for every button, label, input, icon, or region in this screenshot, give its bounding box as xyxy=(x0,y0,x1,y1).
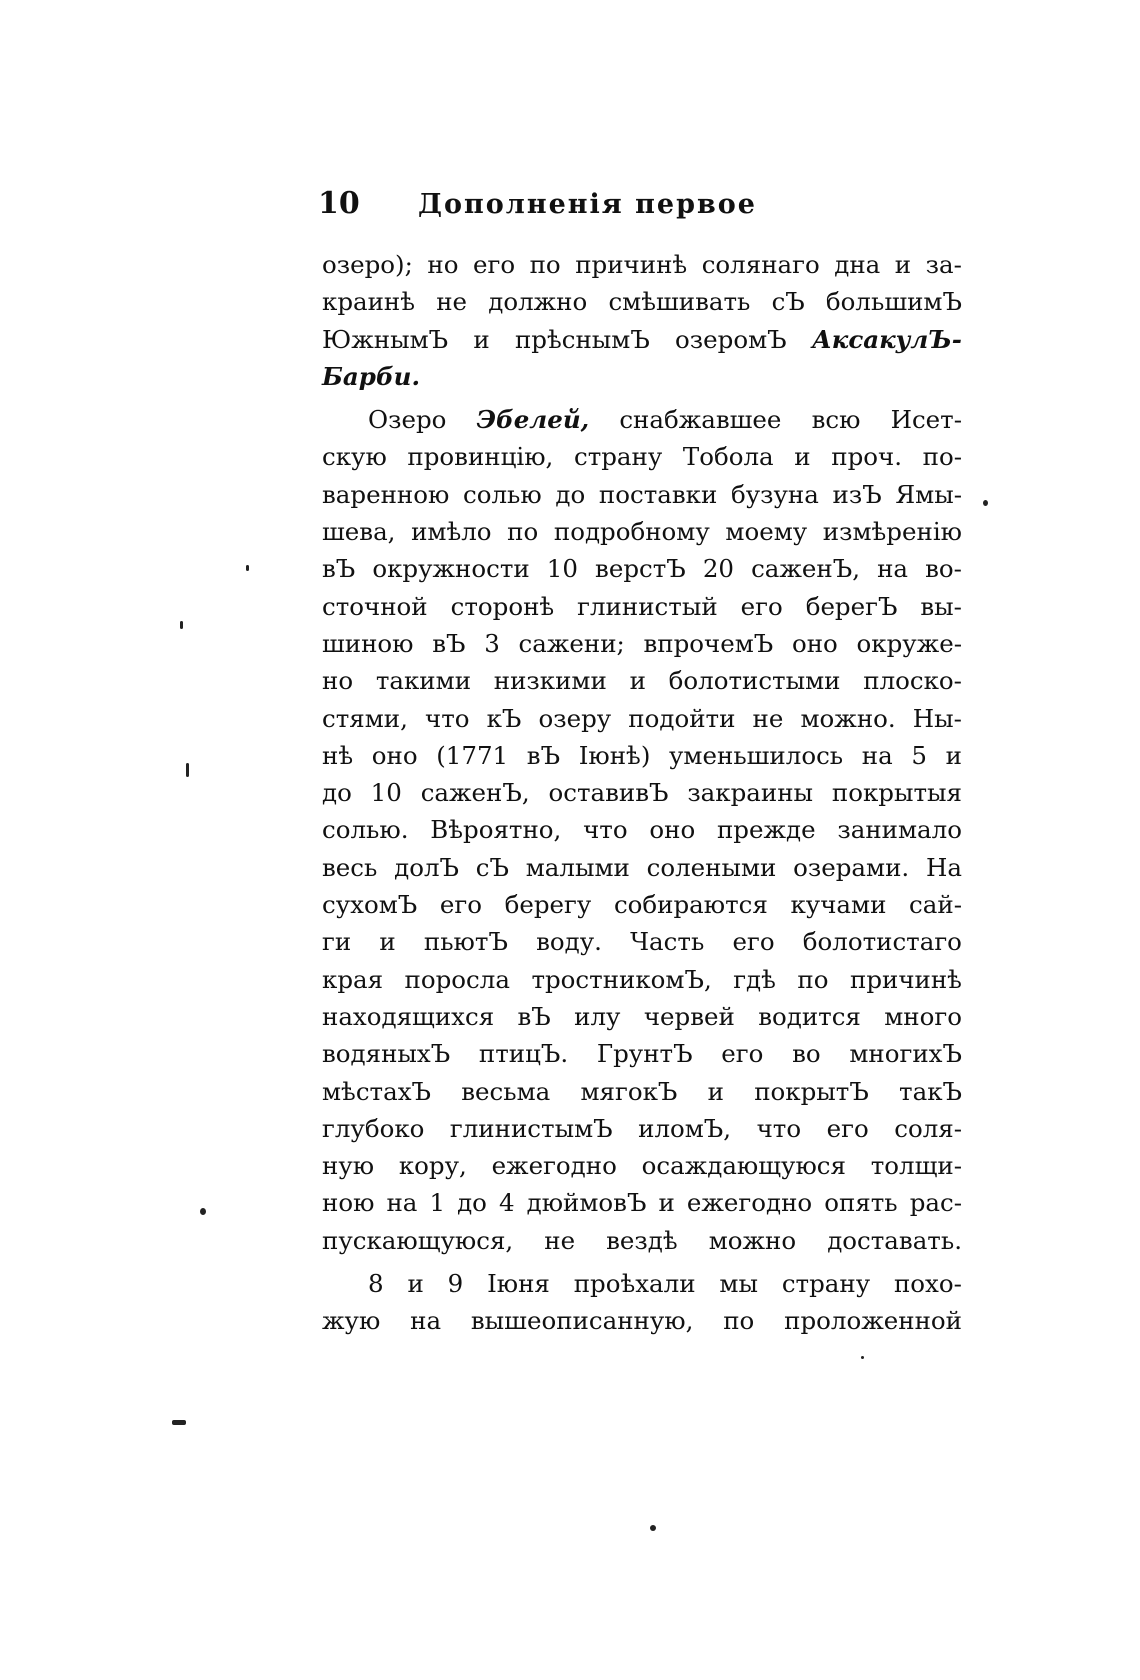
scan-speck xyxy=(983,500,988,506)
word: глинистымЪ xyxy=(449,1113,613,1143)
running-head: Дополненія первое xyxy=(418,189,757,220)
word: до xyxy=(322,778,352,808)
word: по xyxy=(507,517,539,547)
word: шева, xyxy=(322,517,396,547)
word: и xyxy=(658,1188,675,1218)
word: что xyxy=(425,703,470,733)
text-line xyxy=(322,662,962,699)
word: 4 xyxy=(498,1188,515,1218)
word: поставки xyxy=(598,479,718,509)
word: 3 xyxy=(484,628,500,658)
word: закраины xyxy=(687,778,814,808)
scan-speck xyxy=(650,1525,656,1531)
word: бузуна xyxy=(730,479,819,509)
word: не xyxy=(436,287,468,317)
word: можно. xyxy=(800,703,896,733)
word: воду. xyxy=(536,927,602,957)
word: снабжавшее xyxy=(619,405,782,435)
word: дна xyxy=(834,250,881,279)
word: (1771 xyxy=(436,740,509,770)
word: уменьшилось xyxy=(669,740,844,770)
word: 9 xyxy=(447,1269,464,1299)
text-line xyxy=(322,1147,962,1184)
text-line xyxy=(322,998,962,1035)
word: но xyxy=(322,666,354,696)
text-line xyxy=(322,811,962,848)
word: птицЪ. xyxy=(478,1039,569,1069)
word: гдѣ xyxy=(733,964,776,994)
word: по- xyxy=(922,442,962,472)
word: доставать. xyxy=(827,1225,962,1255)
word: водится xyxy=(758,1001,861,1031)
word: во- xyxy=(925,554,962,584)
word: собираются xyxy=(613,890,768,920)
word: прѣснымЪ xyxy=(514,324,650,354)
word: скую xyxy=(322,442,387,472)
text-line xyxy=(322,246,962,283)
word: поросла xyxy=(404,964,510,994)
text-line xyxy=(322,1302,962,1339)
word: такЪ xyxy=(899,1076,962,1106)
word: глубоко xyxy=(322,1113,425,1143)
word: много xyxy=(884,1001,962,1031)
word: его xyxy=(732,927,775,957)
word: толщи- xyxy=(870,1151,962,1181)
word: варенною xyxy=(322,479,450,509)
word: причинѣ xyxy=(575,250,688,279)
text-line xyxy=(322,321,962,358)
page-header xyxy=(318,186,958,230)
text-line xyxy=(322,737,962,774)
text-line xyxy=(322,438,962,475)
word: озеромЪ xyxy=(675,324,787,354)
word: оставивЪ xyxy=(548,778,669,808)
word: и xyxy=(629,666,646,696)
word: шиною xyxy=(322,628,414,658)
word: ною xyxy=(322,1188,375,1218)
word: и xyxy=(707,1076,724,1106)
word: мягокЪ xyxy=(580,1076,678,1106)
word: вЪ xyxy=(432,628,466,658)
word: проч. xyxy=(831,442,903,472)
word: провинцію, xyxy=(407,442,554,472)
text-line xyxy=(322,923,962,960)
word: и xyxy=(379,927,396,957)
word: и xyxy=(794,442,811,472)
word: Іюня xyxy=(487,1269,550,1299)
word: берегЪ xyxy=(805,591,898,621)
word: причинѣ xyxy=(849,964,962,994)
text-line xyxy=(322,1035,962,1072)
word: покрытыя xyxy=(831,778,962,808)
text-line xyxy=(322,774,962,811)
word: мы xyxy=(719,1269,758,1299)
word: должно xyxy=(488,287,588,317)
word: 1 xyxy=(429,1188,446,1218)
word: Іюнѣ) xyxy=(578,740,651,770)
word: страну xyxy=(781,1269,871,1299)
word: его xyxy=(439,890,482,920)
word: илу xyxy=(574,1001,621,1031)
word: можно xyxy=(708,1225,797,1255)
word: плоско- xyxy=(863,666,962,696)
word: окружности xyxy=(372,554,530,584)
word: измѣренію xyxy=(822,517,962,547)
text-line xyxy=(322,358,962,395)
word: соля- xyxy=(894,1113,962,1143)
word: и xyxy=(407,1269,424,1299)
word: смѣшивать xyxy=(608,287,751,317)
word: окруже- xyxy=(856,628,962,658)
word: за- xyxy=(925,250,962,279)
word: вЪ xyxy=(322,554,356,584)
word: ную xyxy=(322,1151,375,1181)
word: ГрунтЪ xyxy=(596,1039,693,1069)
word: что xyxy=(756,1113,802,1143)
word: саженЪ, xyxy=(420,778,530,808)
word: сай- xyxy=(909,890,962,920)
word: озеро); xyxy=(322,250,413,279)
word: во xyxy=(792,1039,821,1069)
word: низкими xyxy=(493,666,607,696)
word: по xyxy=(529,250,561,279)
word: и xyxy=(945,740,962,770)
text-line xyxy=(322,1073,962,1110)
scan-speck xyxy=(172,1420,186,1425)
text-line xyxy=(322,513,962,550)
word: опять xyxy=(824,1188,898,1218)
word: прежде xyxy=(716,815,816,845)
word: ЮжнымЪ xyxy=(322,324,449,354)
word: 20 xyxy=(702,554,734,584)
word: до xyxy=(555,479,586,509)
word: озерами. xyxy=(793,852,910,882)
word: Тобола xyxy=(682,442,774,472)
word: сточной xyxy=(322,591,428,621)
word: ежегодно xyxy=(686,1188,813,1218)
word: Вѣроятно, xyxy=(430,815,562,845)
word: Озеро xyxy=(368,405,447,435)
word: верстЪ xyxy=(595,554,686,584)
word: по xyxy=(723,1306,755,1336)
word: и xyxy=(473,324,490,354)
word: кЪ xyxy=(486,703,522,733)
body-text xyxy=(322,246,962,1340)
word: большимЪ xyxy=(825,287,962,317)
word: вЪ xyxy=(517,1001,551,1031)
text-line xyxy=(322,588,962,625)
word: вЪ xyxy=(526,740,561,770)
scan-speck xyxy=(246,565,249,571)
word: осаждающуюся xyxy=(641,1151,846,1181)
word: озеру xyxy=(538,703,612,733)
word: сЪ xyxy=(771,287,805,317)
word: солеными xyxy=(646,852,777,882)
word: дюймовЪ xyxy=(526,1188,647,1218)
word: На xyxy=(925,852,962,882)
word: не xyxy=(752,703,784,733)
word: ежегодно xyxy=(491,1151,617,1181)
scan-speck xyxy=(861,1356,864,1359)
word: по xyxy=(797,964,829,994)
word: края xyxy=(322,964,384,994)
text-line xyxy=(322,1184,962,1221)
word: пускающуюся, xyxy=(322,1225,514,1255)
word: и xyxy=(894,250,912,279)
word: берегу xyxy=(504,890,592,920)
word: покрытЪ xyxy=(754,1076,869,1106)
word: что xyxy=(583,815,628,845)
word: долЪ xyxy=(394,852,459,882)
word: водяныхЪ xyxy=(322,1039,451,1069)
text-line xyxy=(322,886,962,923)
word: до xyxy=(457,1188,487,1218)
word: на xyxy=(386,1188,418,1218)
word: моему xyxy=(725,517,808,547)
word: Исет- xyxy=(890,405,962,435)
word: похо- xyxy=(893,1269,962,1299)
word: всю xyxy=(811,405,861,435)
word: на xyxy=(861,740,893,770)
word: Ямы- xyxy=(895,479,962,509)
word: 5 xyxy=(911,740,927,770)
word: сторонѣ xyxy=(450,591,555,621)
word: оно xyxy=(649,815,696,845)
text-line xyxy=(322,476,962,513)
word: вы- xyxy=(920,591,962,621)
word: болотистаго xyxy=(802,927,962,957)
word: занимало xyxy=(837,815,962,845)
word: оно xyxy=(791,628,838,658)
word: солью xyxy=(463,479,542,509)
text-line xyxy=(322,401,962,438)
word: червей xyxy=(643,1001,735,1031)
word: болотистыми xyxy=(668,666,841,696)
word: тростникомЪ, xyxy=(531,964,712,994)
word: его xyxy=(472,250,516,279)
text-line xyxy=(322,550,962,587)
word: находящихся xyxy=(322,1001,495,1031)
word: солью. xyxy=(322,815,409,845)
text-line xyxy=(322,849,962,886)
word: его xyxy=(740,591,783,621)
word: ги xyxy=(322,927,352,957)
word: Эбелей, xyxy=(476,405,590,435)
word: Барби. xyxy=(322,361,420,391)
word: саженЪ, xyxy=(751,554,861,584)
word: иломЪ, xyxy=(638,1113,732,1143)
word: его xyxy=(721,1039,764,1069)
word: имѣло xyxy=(411,517,492,547)
word: вышеописанную, xyxy=(470,1306,694,1336)
word: 10 xyxy=(546,554,578,584)
word: весьма xyxy=(461,1076,551,1106)
word: подойти xyxy=(628,703,736,733)
text-line xyxy=(322,1265,962,1302)
word: но xyxy=(427,250,459,279)
text-line xyxy=(322,625,962,662)
text-line xyxy=(322,700,962,737)
word: проложенной xyxy=(784,1306,962,1336)
word: глинистый xyxy=(577,591,718,621)
word: сажени; xyxy=(518,628,625,658)
word: кору, xyxy=(398,1151,467,1181)
word: проѣхали xyxy=(573,1269,696,1299)
word: кучами xyxy=(790,890,887,920)
word: солянаго xyxy=(701,250,820,279)
word: малыми xyxy=(525,852,630,882)
word: АксакулЪ- xyxy=(811,324,962,354)
word: вездѣ xyxy=(606,1225,678,1255)
word: 10 xyxy=(370,778,402,808)
text-line xyxy=(322,961,962,998)
word: сухомЪ xyxy=(322,890,418,920)
scan-speck xyxy=(186,763,189,777)
text-line xyxy=(322,283,962,320)
word: 8 xyxy=(368,1269,384,1299)
text-line xyxy=(322,1222,962,1259)
word: впрочемЪ xyxy=(643,628,774,658)
word: рас- xyxy=(909,1188,962,1218)
word: стями, xyxy=(322,703,408,733)
word: весь xyxy=(322,852,378,882)
word: пьютЪ xyxy=(423,927,508,957)
word: оно xyxy=(371,740,418,770)
word: подробному xyxy=(553,517,710,547)
word: многихЪ xyxy=(849,1039,962,1069)
word: краинѣ xyxy=(322,287,416,317)
word: сЪ xyxy=(475,852,509,882)
text-line xyxy=(322,1110,962,1147)
word: изЪ xyxy=(832,479,882,509)
word: его xyxy=(826,1113,869,1143)
word: Часть xyxy=(630,927,705,957)
word: на xyxy=(410,1306,442,1336)
word: такими xyxy=(375,666,472,696)
page-number: 10 xyxy=(318,186,360,221)
scan-speck xyxy=(200,1208,206,1215)
word: страну xyxy=(573,442,663,472)
word: Ны- xyxy=(912,703,962,733)
word: нѣ xyxy=(322,740,354,770)
word: мѣстахЪ xyxy=(322,1076,431,1106)
word: не xyxy=(544,1225,576,1255)
word: на xyxy=(877,554,909,584)
scan-speck xyxy=(180,621,183,629)
word: жую xyxy=(322,1306,381,1336)
